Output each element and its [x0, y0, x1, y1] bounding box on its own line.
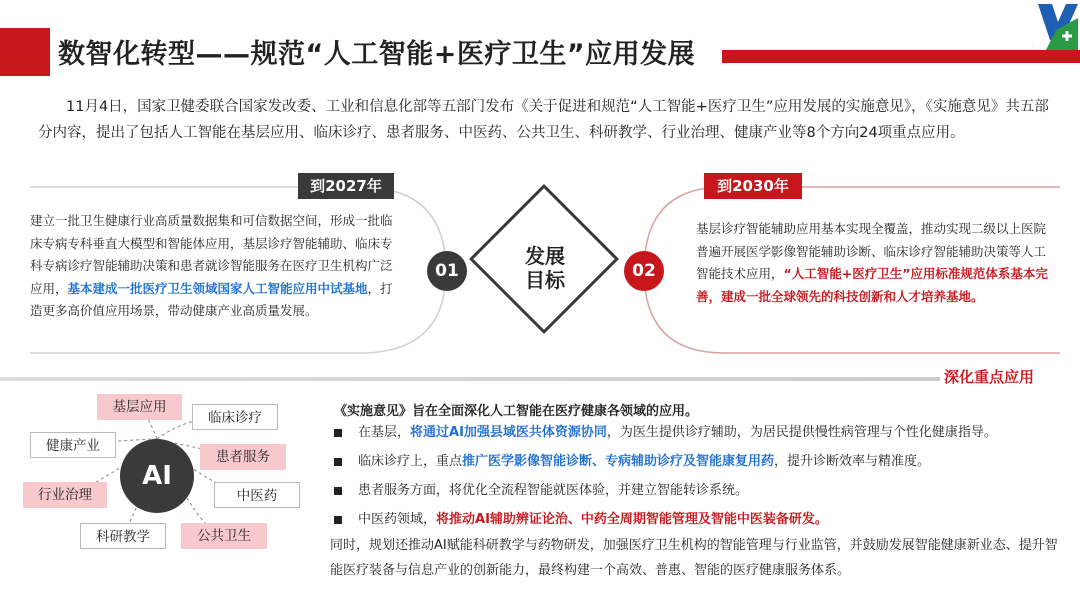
bullet-square-icon [334, 487, 342, 495]
goal-2030-text: 基层诊疗智能辅助应用基本实现全覆盖，推动实现二级以上医院普遍开展医学影像智能辅助诊断、临床诊疗智能辅助决策等人工智能技术应用，“人工智能+医疗卫生”应用标准规范体系基本完善，建成一批全球领先的科技创新和人才培养基地。 [696, 221, 1048, 304]
brand-logo [1032, 0, 1080, 50]
page-title: 数智化转型——规范“人工智能+医疗卫生”应用发展 [58, 39, 696, 70]
bullet-tcm: 中医药领域，将推动AI辅助辨证论治、中药全周期智能管理及智能中医装备研发。 [334, 505, 1070, 534]
ai-tag-clinical: 临床诊疗 [192, 404, 278, 430]
ai-tag-tcm: 中医药 [214, 482, 300, 508]
ai-center-circle: AI [120, 439, 194, 513]
header-red-block [0, 28, 50, 76]
ai-tag-public-health: 公共卫生 [181, 523, 267, 549]
section-label: 深化重点应用 [944, 368, 1035, 386]
ai-tag-primary-care: 基层应用 [97, 394, 182, 420]
goal-2027-highlight: 基本建成一批医疗卫生领域国家人工智能应用中试基地 [67, 280, 368, 296]
goal-2030-highlight: “人工智能+医疗卫生”应用标准规范体系基本完善，建成一批全球领先的科技创新和人才培养基地。 [696, 266, 1048, 304]
section-divider [0, 377, 940, 381]
bullet-primary-care: 在基层，将通过AI加强县域医共体资源协同，为医生提供诊疗辅助，为居民提供慢性病管理与个性化健康指导。 [334, 418, 1070, 447]
goal-number-02: 02 [624, 251, 664, 291]
title-red-bar [722, 50, 1080, 63]
ai-tag-health-industry: 健康产业 [30, 432, 116, 458]
bullet-square-icon [334, 458, 342, 466]
year-2027-tag: 到2027年 [298, 173, 394, 199]
intro-paragraph: 11月4日，国家卫健委联合国家发改委、工业和信息化部等五部门发布《关于促进和规范“人工智能+医疗卫生”应用发展的实施意见》，《实施意见》共五部分内容，提出了包括人工智能在基层应用、临床诊疗、患者服务、中医药、公共卫生、科研教学、行业治理、健康产业等8个方向24项重点应用。 [38, 99, 1049, 141]
goal-number-01: 01 [427, 251, 467, 291]
closing-paragraph: 同时，规划还推动AI赋能科研教学与药物研发，加强医疗卫生机构的智能管理与行业监管，并鼓励发展智能健康新业态、提升智能医疗装备与信息产业的创新能力，最终构建一个高效、普惠、智能的医疗健康服务体系。 [330, 538, 1058, 578]
center-diamond-label: 发展 目标 [525, 244, 565, 292]
goal-2027-text: 建立一批卫生健康行业高质量数据集和可信数据空间，形成一批临床专病专科垂直大模型和智能体应用，基层诊疗智能辅助、临床专科专病诊疗智能辅助决策和患者就诊智能服务在医疗卫生机构广泛应用，基本建成一批医疗卫生领域国家人工智能应用中试基地，打造更多高价值应用场景，带动健康产业高质量发展。 [30, 213, 393, 318]
year-2030-tag: 到2030年 [704, 173, 802, 199]
bullet-square-icon [334, 429, 342, 437]
details-heading: 《实施意见》旨在全面深化人工智能在医疗健康各领域的应用。 [334, 404, 699, 419]
details-bullet-list [334, 418, 1070, 534]
ai-tag-governance: 行业治理 [23, 482, 107, 508]
ai-tag-patient-service: 患者服务 [200, 444, 286, 470]
ai-tag-research: 科研教学 [80, 523, 166, 549]
bullet-patient-service: 患者服务方面，将优化全流程智能就医体验，并建立智能转诊系统。 [334, 476, 1070, 505]
bullet-square-icon [334, 516, 342, 524]
bullet-clinical: 临床诊疗上，重点推广医学影像智能诊断、专病辅助诊疗及智能康复用药，提升诊断效率与精准度。 [334, 447, 1070, 476]
